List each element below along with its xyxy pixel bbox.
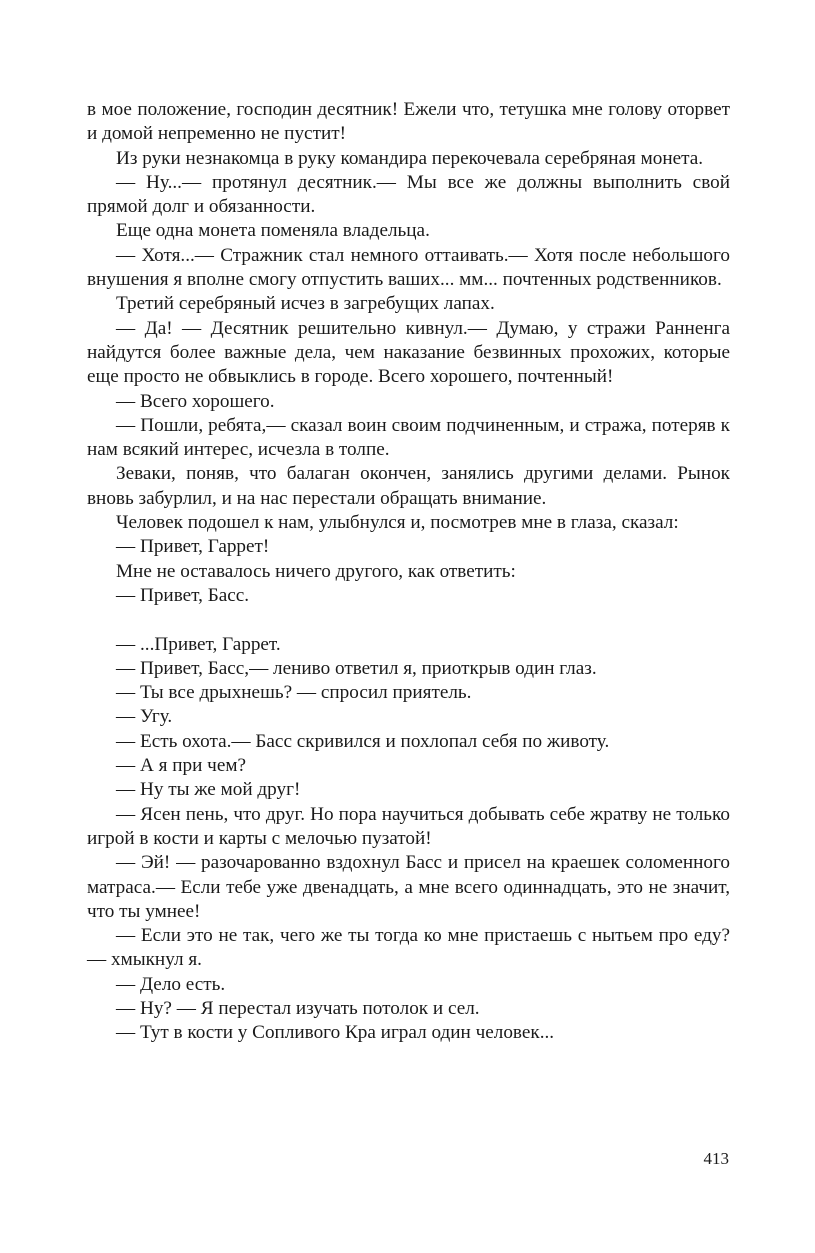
paragraph: — Привет, Басс.: [116, 584, 250, 606]
body-text: [87, 98, 730, 1046]
paragraph: — Угу.: [116, 706, 173, 728]
paragraph: — А я при чем?: [116, 755, 247, 777]
paragraph: Из руки незнакомца в руку командира перекочевала серебряная монета.: [116, 147, 704, 169]
paragraph: — Ясен пень, что друг. Но пора научиться добывать себе жратву не только игрой в кости и карты с мелочью пузатой!: [87, 803, 730, 849]
page-number: 413: [703, 1149, 729, 1168]
paragraph: — Ну? — Я перестал изучать потолок и сел.: [116, 997, 480, 1019]
paragraph: — Тут в кости у Сопливого Кра играл один человек...: [116, 1022, 555, 1044]
paragraph: Зеваки, поняв, что балаган окончен, занялись другими делами. Рынок вновь забурлил, и на нас перестали обращать внимание.: [87, 463, 730, 509]
paragraph: — Если это не так, чего же ты тогда ко мне пристаешь с нытьем про еду? — хмыкнул я.: [87, 925, 730, 971]
paragraph: — Пошли, ребята,— сказал воин своим подчиненным, и стража, потеряв к нам всякий интерес, исчезла в толпе.: [87, 414, 730, 461]
paragraph: — Ну ты же мой друг!: [116, 779, 301, 801]
paragraph: — Есть охота.— Басс скривился и похлопал себя по животу.: [116, 730, 610, 752]
section-break: [87, 608, 730, 632]
paragraph: — Да! — Десятник решительно кивнул.— Думаю, у стражи Ранненга найдутся более важные дела, чем наказание безвинных прохожих, которые еще просто не обвыклись в городе. Всего хорошего, почтенный!: [87, 317, 730, 388]
paragraph: — Дело есть.: [116, 973, 226, 995]
paragraph: — Всего хорошего.: [116, 390, 275, 412]
paragraph: — Ты все дрыхнешь? — спросил приятель.: [116, 682, 472, 704]
paragraph: — Эй! — разочарованно вздохнул Басс и присел на краешек соломенного матраса.— Если тебе уже двенадцать, а мне всего одиннадцать, это не значит, что ты умнее!: [87, 852, 730, 922]
paragraph: — Хотя...— Стражник стал немного оттаивать.— Хотя после небольшого внушения я вполне смогу отпустить ваших... мм... почтенных родственников.: [87, 244, 730, 291]
paragraph: в мое положение, господин десятник! Ежели что, тетушка мне голову оторвет и домой непременно не пустит!: [87, 99, 730, 145]
paragraph: Мне не оставалось ничего другого, как ответить:: [116, 560, 516, 582]
paragraph: — Ну...— протянул десятник.— Мы все же должны выполнить свой прямой долг и обязанности.: [87, 171, 730, 218]
paragraph: — Привет, Басс,— лениво ответил я, приоткрыв один глаз.: [116, 657, 597, 679]
paragraph: Человек подошел к нам, улыбнулся и, посмотрев мне в глаза, сказал:: [116, 512, 679, 534]
paragraph: — ...Привет, Гаррет.: [116, 633, 281, 655]
paragraph: Третий серебряный исчез в загребущих лапах.: [116, 293, 495, 315]
paragraph: Еще одна монета поменяла владельца.: [116, 220, 430, 242]
paragraph: — Привет, Гаррет!: [116, 536, 270, 558]
